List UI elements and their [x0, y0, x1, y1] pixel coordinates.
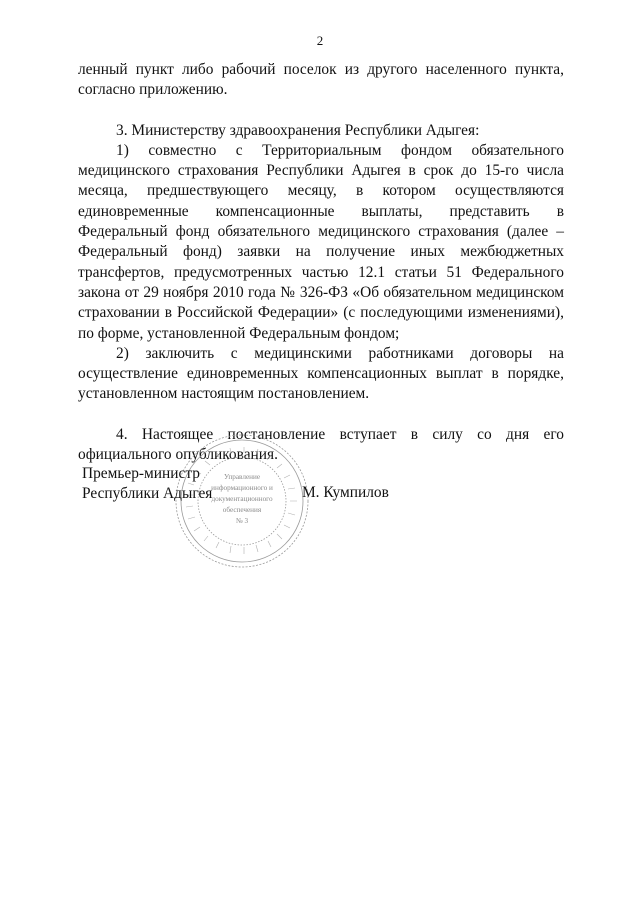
seal-text-line5: № 3	[235, 517, 249, 525]
page-number: 2	[316, 33, 324, 48]
paragraph-item-3: 3. Министерству здравоохранения Республики Адыгея:	[116, 121, 480, 139]
document-body	[78, 60, 564, 465]
signature-title-line1: Премьер-министр	[82, 465, 200, 482]
paragraph-subitem-1: 1) совместно с Территориальным фондом обязательного медицинского страхования Республики Адыгея в срок до 15-го числа месяца, предшествующего месяцу, в котором осуществляются единовременные компенсационные выплаты, представить в Федеральный фонд обязательного медицинского страхования (далее – Федеральный фонд) заявки на получение иных межбюджетных трансфертов, предусмотренных частью 12.1 статьи 51 Федерального закона от 29 ноября 2010 года № 326-ФЗ «Об обязательном медицинском страховании в Российской Федерации» (с последующими изменениями), по форме, установленной Федеральным фондом;	[78, 141, 564, 342]
signature-title-line2: Республики Адыгея	[82, 485, 213, 502]
paragraph-subitem-2: 2) заключить с медицинскими работниками договоры на осуществление единовременных компенсационных выплат в порядке, установленном настоящим постановлением.	[78, 344, 564, 403]
seal-text-line3: документационного	[211, 495, 273, 503]
seal-text-line1: Управление	[223, 473, 261, 481]
paragraph-item-4: 4. Настоящее постановление вступает в силу со дня его официального опубликования.	[78, 425, 564, 464]
seal-text-line4: обеспечения	[222, 506, 262, 514]
seal-text-line2: информационного и	[211, 484, 273, 492]
signature-title	[82, 464, 212, 504]
signer-name: М. Кумпилов	[302, 484, 389, 501]
paragraph-continuation: ленный пункт либо рабочий поселок из другого населенного пункта, согласно приложению.	[78, 61, 564, 99]
